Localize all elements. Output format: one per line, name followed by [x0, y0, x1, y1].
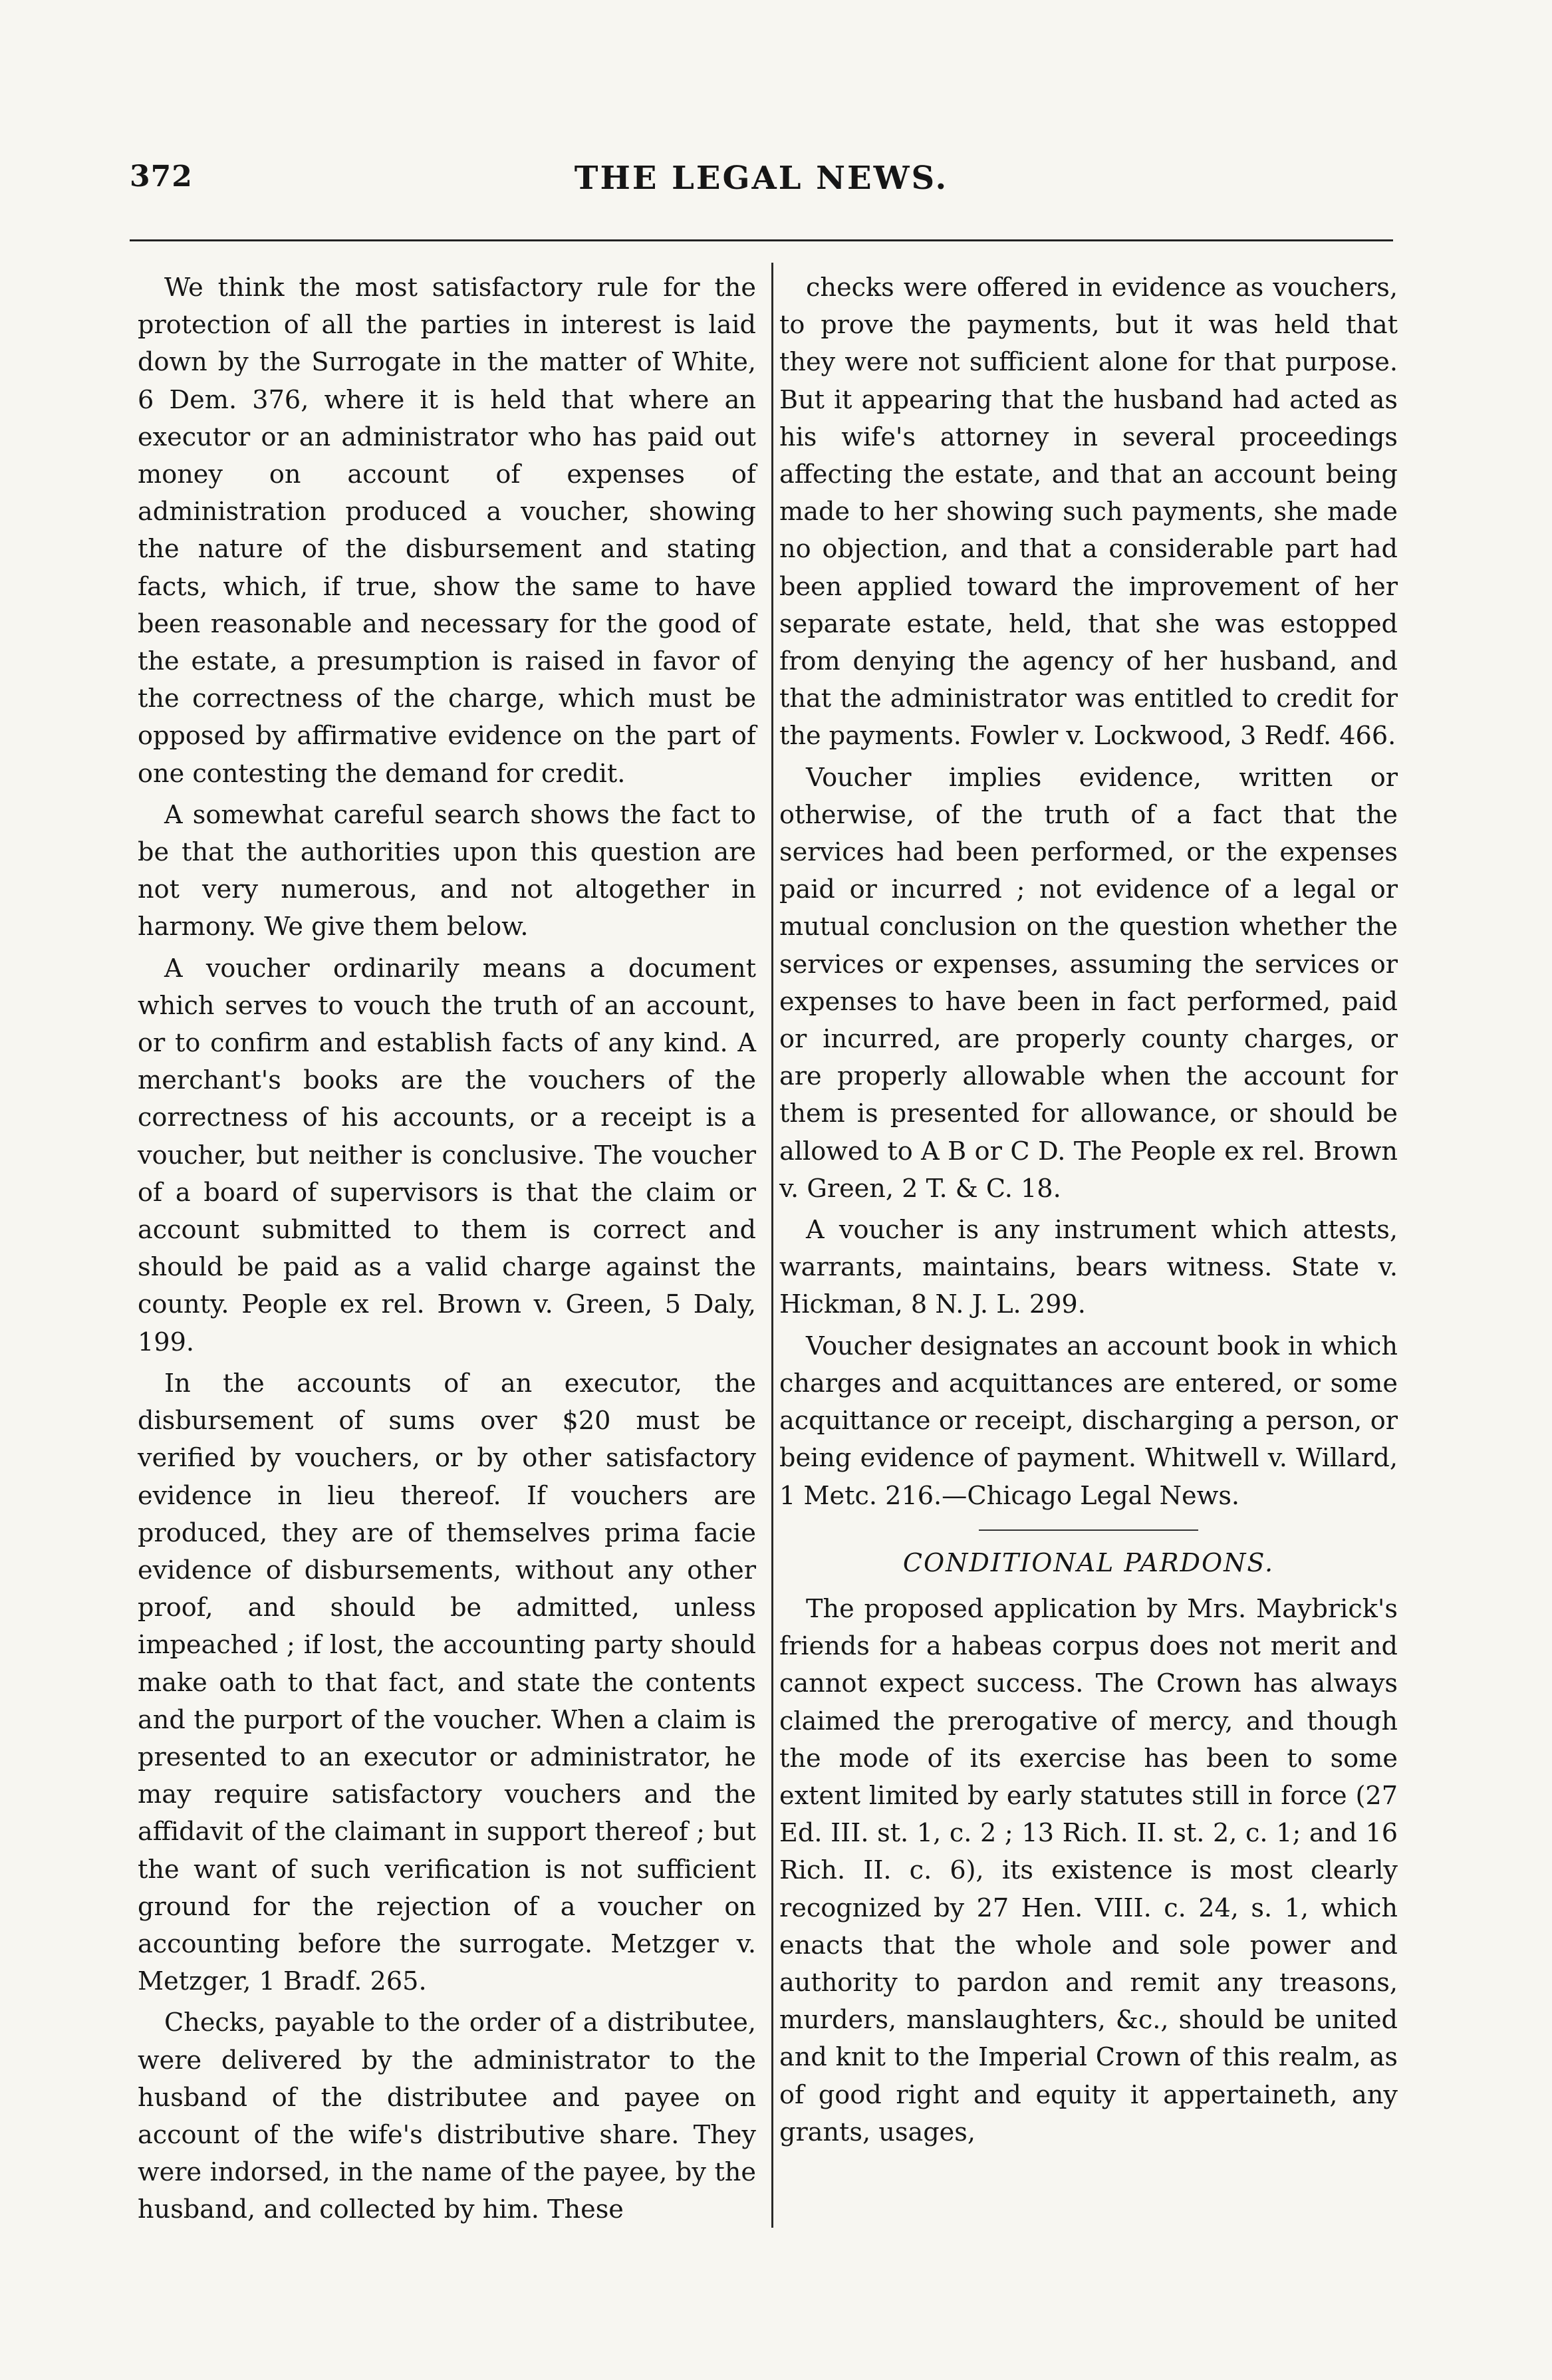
header-divider [130, 239, 1393, 241]
page-number: 372 [130, 160, 193, 194]
paragraph: A voucher is any instrument which attests, warrants, maintains, bears witness. State v. Hickman, 8 N. J. L. 299. [779, 1216, 1398, 1320]
left-column [138, 269, 756, 2233]
paragraph: A voucher ordinarily means a document which serves to vouch the truth of an account, or to confirm and establish facts of any kind. A merchant's books are the vouchers of the correctness of his accounts, or a receipt is a voucher, but neither is conclusive. The voucher of a board of supervisors is that the claim or account submitted to them is correct and should be paid as a valid charge against the county. People ex rel. Brown v. Green, 5 Daly, 199. [138, 954, 756, 1357]
section-divider [979, 1529, 1198, 1531]
paragraph: Voucher implies evidence, written or otherwise, of the truth of a fact that the services had been performed, or the expenses paid or incurred ; not evidence of a legal or mutual conclusion on the question whether the services or expenses, assuming the services or expenses to have been in fact performed, paid or incurred, are properly county charges, or are properly allowable when the account for them is presented for allowance, or should be allowed to A B or C D. The People ex rel. Brown v. Green, 2 T. & C. 18. [779, 763, 1398, 1204]
paragraph: Voucher designates an account book in which charges and acquittances are entered, or some acquittance or receipt, discharging a person, or being evidence of payment. Whitwell v. Willard, 1 Metc. 216.—Chicago Legal News. [779, 1331, 1398, 1511]
paragraph: checks were offered in evidence as vouchers, to prove the payments, but it was held that they were not sufficient alone for that purpose. But it appearing that the husband had acted as his wife's attorney in several proceedings affecting the estate, and that an account being made to her showing such payments, she made no objection, and that a considerable part had been applied toward the improvement of her separate estate, held, that she was estopped from denying the agency of her husband, and that the administrator was entitled to credit for the payments. Fowler v. Lockwood, 3 Redf. 466. [779, 273, 1398, 751]
section-heading: CONDITIONAL PARDONS. [902, 1547, 1275, 1577]
paragraph: A somewhat careful search shows the fact to be that the authorities upon this question are not very numerous, and not altogether in harmony. We give them below. [138, 800, 756, 942]
paragraph: The proposed application by Mrs. Maybrick's friends for a habeas corpus does not merit and cannot expect success. The Crown has always claimed the prerogative of mercy, and though the mode of its exercise has been to some extent limited by early statutes still in force (27 Ed. III. st. 1, c. 2 ; 13 Rich. II. st. 2, c. 1; and 16 Rich. II. c. 6), its existence is most clearly recognized by 27 Hen. VIII. c. 24, s. 1, which enacts that the whole and sole power and authority to pardon and remit any treasons, murders, manslaughters, &c., should be united and knit to the Imperial Crown of this realm, as of good right and equity it appertaineth, any grants, usages, [779, 1594, 1398, 2147]
paragraph: In the accounts of an executor, the disbursement of sums over $20 must be verified by vouchers, or by other satisfactory evidence in lieu thereof. If vouchers are produced, they are of themselves prima facie evidence of disbursements, without any other proof, and should be admitted, unless impeached ; if lost, the accounting party should make oath to that fact, and state the contents and the purport of the voucher. When a claim is presented to an executor or administrator, he may require satisfactory vouchers and the affidavit of the claimant in support thereof ; but the want of such verification is not sufficient ground for the rejection of a voucher on accounting before the surrogate. Metzger v. Metzger, 1 Bradf. 265. [138, 1369, 756, 1997]
right-column [779, 269, 1398, 2155]
column-divider [771, 263, 773, 2228]
paragraph: We think the most satisfactory rule for the protection of all the parties in interest is laid down by the Surrogate in the matter of White, 6 Dem. 376, where it is held that where an executor or an administrator who has paid out money on account of expenses of administration produced a voucher, showing the nature of the disbursement and stating facts, which, if true, show the same to have been reasonable and necessary for the good of the estate, a presumption is raised in favor of the correctness of the charge, which must be opposed by affirmative evidence on the part of one contesting the demand for credit. [138, 273, 756, 789]
journal-title: THE LEGAL NEWS. [574, 160, 949, 197]
page-header [130, 160, 1393, 219]
paragraph: Checks, payable to the order of a distributee, were delivered by the administrator to the husband of the distributee and payee on account of the wife's distributive share. They were indorsed, in the name of the payee, by the husband, and collected by him. These [138, 2008, 756, 2225]
